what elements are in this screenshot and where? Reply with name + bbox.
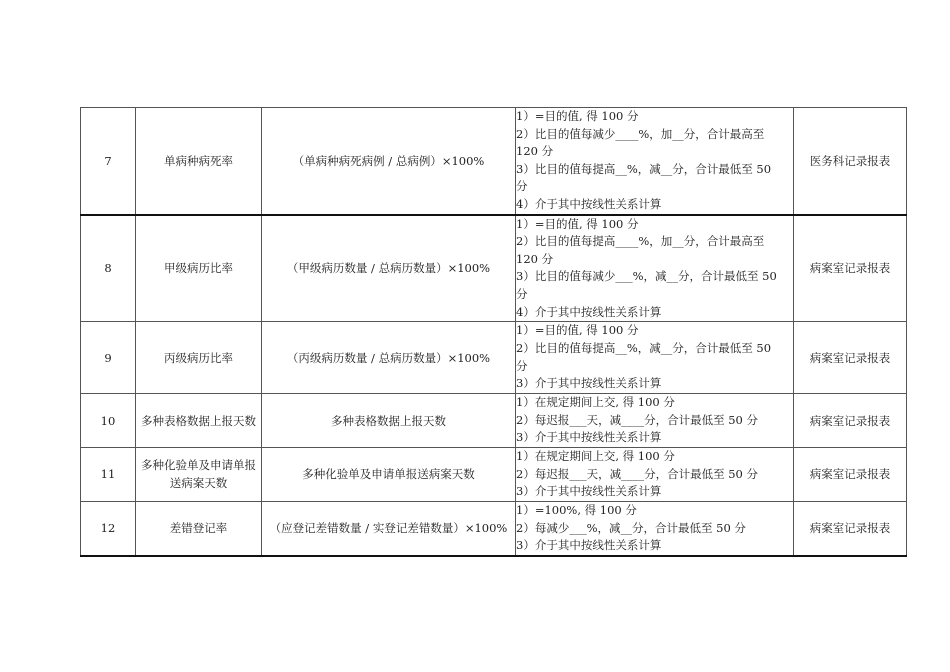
metric-formula: （单病种病死病例 / 总病例）×100% [262, 108, 516, 215]
rule-line: 分 [516, 179, 528, 194]
metric-formula: 多种化验单及申请单报送病案天数 [262, 447, 516, 501]
rule-line: 1）在规定期间上交, 得 100 分 [516, 449, 675, 464]
data-source: 病案室记录报表 [794, 394, 907, 448]
row-number: 8 [81, 215, 136, 322]
rule-line: 分 [516, 286, 528, 301]
table-row [81, 108, 907, 215]
rule-line: 3）介于其中按线性关系计算 [516, 430, 662, 445]
rule-line: 3）介于其中按线性关系计算 [516, 376, 662, 391]
rule-line: 2）比目的值每提高__%，减__分，合计最低至 50 [516, 341, 772, 356]
table-row [81, 394, 907, 448]
rule-line: 3）比目的值每减少___%，减__分，合计最低至 50 [516, 269, 777, 284]
rule-line: 2）比目的值每减少____%，加__分，合计最高至 [516, 126, 765, 141]
scoring-rules [516, 501, 794, 555]
rule-line: 3）介于其中按线性关系计算 [516, 538, 662, 553]
data-source: 病案室记录报表 [794, 322, 907, 394]
row-number: 11 [81, 447, 136, 501]
rule-line: 3）介于其中按线性关系计算 [516, 484, 662, 499]
rule-line: 120 分 [516, 144, 554, 159]
rule-line: 2）比目的值每提高____%，加__分，合计最高至 [516, 234, 765, 249]
rule-line: 1）=目的值, 得 100 分 [516, 109, 639, 123]
rule-line: 分 [516, 358, 528, 373]
table-row [81, 215, 907, 322]
rule-line: 2）每迟报___天，减____分，合计最低至 50 分 [516, 412, 759, 427]
rule-line: 1）=目的值, 得 100 分 [516, 323, 639, 338]
rule-line: 1）=目的值, 得 100 分 [516, 216, 639, 231]
data-source: 病案室记录报表 [794, 501, 907, 555]
row-number: 9 [81, 322, 136, 394]
metric-formula: （丙级病历数量 / 总病历数量）×100% [262, 322, 516, 394]
table-row [81, 447, 907, 501]
data-source: 医务科记录报表 [794, 108, 907, 215]
metric-formula: （应登记差错数量 / 实登记差错数量）×100% [262, 501, 516, 555]
table-row [81, 501, 907, 555]
metric-name: 甲级病历比率 [136, 215, 262, 322]
metric-formula: 多种表格数据上报天数 [262, 394, 516, 448]
scoring-rules [516, 447, 794, 501]
table-row [81, 322, 907, 394]
rule-line: 4）介于其中按线性关系计算 [516, 304, 662, 319]
rule-line: 1）在规定期间上交, 得 100 分 [516, 395, 675, 410]
metrics-table [80, 107, 907, 557]
scoring-rules [516, 394, 794, 448]
rule-line: 4）介于其中按线性关系计算 [516, 196, 662, 211]
scoring-rules [516, 108, 794, 215]
metric-formula: （甲级病历数量 / 总病历数量）×100% [262, 215, 516, 322]
metric-name: 丙级病历比率 [136, 322, 262, 394]
rule-line: 120 分 [516, 251, 554, 266]
metric-name: 多种表格数据上报天数 [136, 394, 262, 448]
rule-line: 3）比目的值每提高__%，减__分，合计最低至 50 [516, 161, 772, 176]
scoring-rules [516, 322, 794, 394]
data-source: 病案室记录报表 [794, 215, 907, 322]
rule-line: 2）每迟报___天，减____分，合计最低至 50 分 [516, 466, 759, 481]
scoring-rules [516, 215, 794, 322]
metric-name: 单病种病死率 [136, 108, 262, 215]
metric-name: 差错登记率 [136, 501, 262, 555]
rule-line: 1）=100%, 得 100 分 [516, 502, 637, 517]
metric-name: 多种化验单及申请单报送病案天数 [136, 447, 262, 501]
row-number: 10 [81, 394, 136, 448]
rule-line: 2）每减少___%，减__分，合计最低至 50 分 [516, 520, 746, 535]
data-source: 病案室记录报表 [794, 447, 907, 501]
row-number: 7 [81, 108, 136, 215]
row-number: 12 [81, 501, 136, 555]
